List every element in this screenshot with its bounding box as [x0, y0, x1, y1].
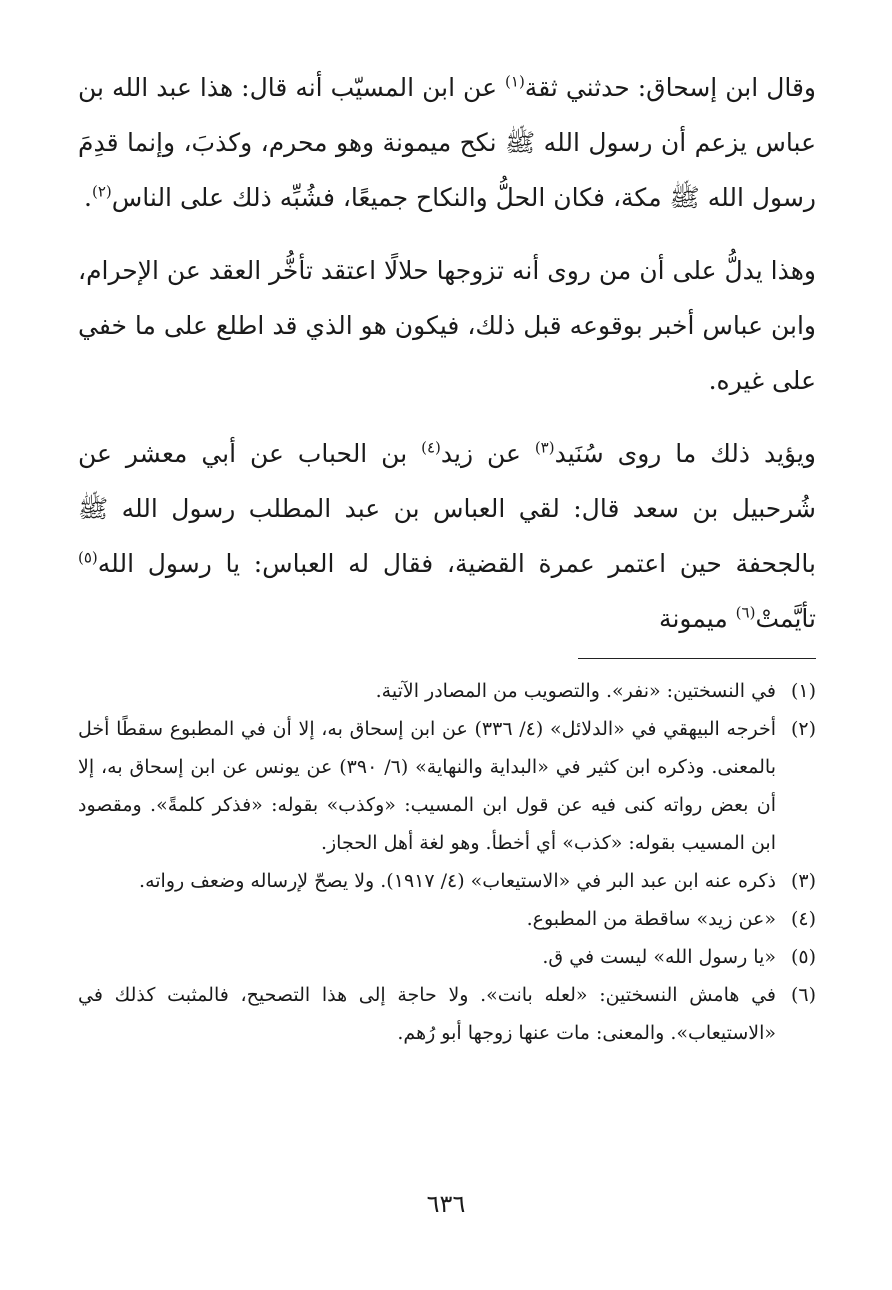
footnote-number: (٦): [790, 984, 816, 1006]
footnote-ref-3: (٣): [534, 438, 555, 457]
footnote-number: (٣): [790, 870, 816, 892]
footnote-ref-1: (١): [505, 72, 525, 91]
paragraph-3: [78, 426, 816, 646]
footnote-text: في النسختين: «نفر». والتصويب من المصادر الآتية.: [375, 680, 776, 702]
paragraph-1: [78, 60, 816, 225]
footnotes: [78, 672, 816, 1052]
paragraph-1-part-2: عن ابن المسيّب أنه قال: هذا عبد الله بن عباس يزعم أن رسول الله ﷺ نكح ميمونة وهو محرم، وكذبَ، وإنما قدِمَ رسول الله ﷺ مكة، فكان الحلُّ والنكاح جميعًا، فشُبِّه ذلك على الناس: [78, 73, 816, 212]
footnote-text: «يا رسول الله» ليست في ق.: [542, 946, 776, 968]
footnote-ref-4: (٤): [421, 438, 441, 457]
paragraph-3-part-1: ويؤيد ذلك ما روى سُنَيد: [554, 439, 816, 468]
footnote-number: (٢): [790, 718, 816, 740]
footnote-number: (١): [790, 680, 816, 702]
paragraph-3-part-4: تأيَّمتْ: [755, 604, 816, 633]
footnote-ref-5: (٥): [78, 548, 98, 567]
footnote-ref-6: (٦): [735, 603, 756, 622]
footnote-number: (٤): [790, 908, 816, 930]
footnote-5: [78, 938, 816, 976]
page-number: ٦٣٦: [426, 1190, 466, 1218]
footnote-4: [78, 900, 816, 938]
footnote-number: (٥): [790, 946, 816, 968]
footnote-divider: [578, 658, 816, 659]
paragraph-1-part-3: .: [84, 183, 92, 212]
footnote-text: ذكره عنه ابن عبد البر في «الاستيعاب» (٤/ ١٩١٧). ولا يصحّ لإرساله وضعف رواته.: [139, 870, 776, 892]
paragraph-3-part-3: بن الحباب عن أبي معشر عن شُرحبيل بن سعد قال: لقي العباس بن عبد المطلب رسول الله ﷺ بالجحفة حين اعتمر عمرة القضية، فقال له العباس: يا رسول الله: [78, 439, 816, 578]
footnote-text: «عن زيد» ساقطة من المطبوع.: [526, 908, 776, 930]
footnote-1: [78, 672, 816, 710]
footnote-3: [78, 862, 816, 900]
paragraph-3-part-2: عن زيد: [440, 439, 535, 468]
footnote-ref-2: (٢): [91, 182, 112, 201]
paragraph-1-part-1: وقال ابن إسحاق: حدثني ثقة: [524, 73, 817, 102]
footnote-6: [78, 976, 816, 1052]
main-text: [78, 60, 816, 664]
footnote-text: أخرجه البيهقي في «الدلائل» (٤/ ٣٣٦) عن ابن إسحاق به، إلا أن في المطبوع سقطًا أخل بالمعنى. وذكره ابن كثير في «البداية والنهاية» (٦/ ٣٩٠) عن يونس عن ابن إسحاق به، إلا أن بعض رواته كنى فيه عن قول ابن المسيب: «وكذب» بقوله: «فذكر كلمةً». ومقصود ابن المسيب بقوله: «كذب» أي أخطأ. وهو لغة أهل الحجاز.: [78, 718, 776, 854]
footnote-text: في هامش النسختين: «لعله بانت». ولا حاجة إلى هذا التصحيح، فالمثبت كذلك في «الاستيعاب». والمعنى: مات عنها زوجها أبو رُهم.: [78, 984, 776, 1044]
paragraph-2: وهذا يدلُّ على أن من روى أنه تزوجها حلالًا اعتقد تأخُّر العقد عن الإحرام، وابن عباس أخبر بوقوعه قبل ذلك، فيكون هو الذي قد اطلع على ما خفي على غيره.: [78, 256, 816, 395]
footnote-2: [78, 710, 816, 862]
paragraph-3-part-5: ميمونة: [659, 604, 736, 633]
